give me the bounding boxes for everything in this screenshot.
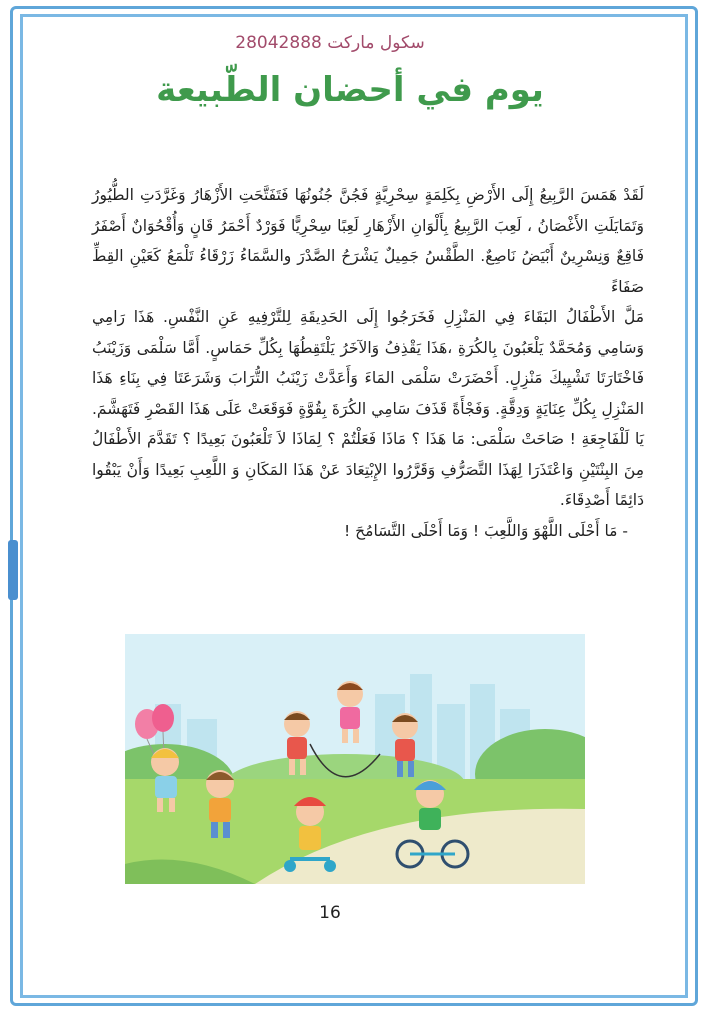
watermark-text: سكول ماركت 28042888 (235, 33, 425, 53)
page-title: يوم في أحضان الطّبيعة (156, 70, 544, 110)
page-number: 16 (319, 903, 341, 923)
paragraph-2: مَلَّ الأَطْفَالُ البَقَاءَ فِي المَنْزِلِ فَخَرَجُوا إِلَى الحَدِيقَةِ لِلتَّرْفِيهِ عَنِ النَّفْسِ. هَذَا رَامِي وَسَامِي وَمُحَمَّدٌ يَلْعَبُونَ بِالكُرَةِ ،هَذَا يَقْذِفُ وَالآخَرُ يَلْتَقِطُهَا بِكُلِّ حَمَاسٍ. أَمَّا سَلْمَى وَزَيْنَبُ فَاخْتَارَتَا تَشْيِيكَ مَنْزِلٍ. أَحْضَرَتْ سَلْمَى المَاءَ وَأَعَدَّتْ زَيْنَبُ التُّرَابَ وَشَرَعَتَا فِي بِنَاءِ هَذَا المَنْزِلِ بِكُلِّ عِنَايَةٍ وَدِقَّةٍ. وَفَجْأَةً قَذَفَ سَامِي الكُرَةَ بِقُوَّةٍ فَوَقَعَتْ عَلَى هَذَا القَصْرِ فَتَهَشَّمَ. يَا لَلْفَاجِعَةِ ! صَاحَتْ سَلْمَى: مَا هَذَا ؟ مَاذَا فَعَلْتُمْ ؟ لِمَاذَا لاَ تَلْعَبُونَ بَعِيدًا ؟ تَقَدَّمَ الأَطْفَالُ مِنَ البِنْتَيْنِ وَاعْتَذَرَا لِهَذَا التَّصَرُّفِ وَقَرَّرُوا الإِبْتِعَادَ عَنْ هَذَا المَكَانِ وَ اللَّعِبِ بَعِيدًا وَأَنْ يَبْقُوا دَائِمًا أَصْدِقَاءَ. (92, 308, 644, 509)
park-illustration (125, 634, 585, 884)
story-body (92, 180, 644, 546)
binding-tab (8, 540, 18, 600)
closing-line: - مَا أَحْلَى اللَّهْوَ وَاللَّعِبَ ! وَمَا أَحْلَى التَّسَامُحَ ! (344, 521, 628, 540)
paragraph-1: لَقَدْ هَمَسَ الرَّبِيعُ إِلَى الأَرْضِ بِكَلِمَةٍ سِحْرِيَّةٍ فَجُنَّ جُنُونُهَا فَتَفَتَّحَتِ الأَزْهَارُ وَغَرَّدَتِ الطُّيُورُ وَتَمَايَلَتِ الأَغْصَانُ ، لَعِبَ الرَّبِيعُ بِأَلْوَانِ الأَزْهَارِ لَعِبًا سِحْرِيًّا فَوَرْدٌ أَحْمَرُ قَانٍ وَأُقْحُوَانٌ أَصْفَرُ فَاقِعٌ وَنِسْرِينٌ أَبْيَضُ نَاصِعٌ. الطَّقْسُ جَمِيلٌ يَشْرَحُ الصَّدْرَ والسَّمَاءُ زَرْقَاءُ تَلْمَعُ كَعَيْنِ القِطِّ صَفَاءً (92, 186, 644, 296)
